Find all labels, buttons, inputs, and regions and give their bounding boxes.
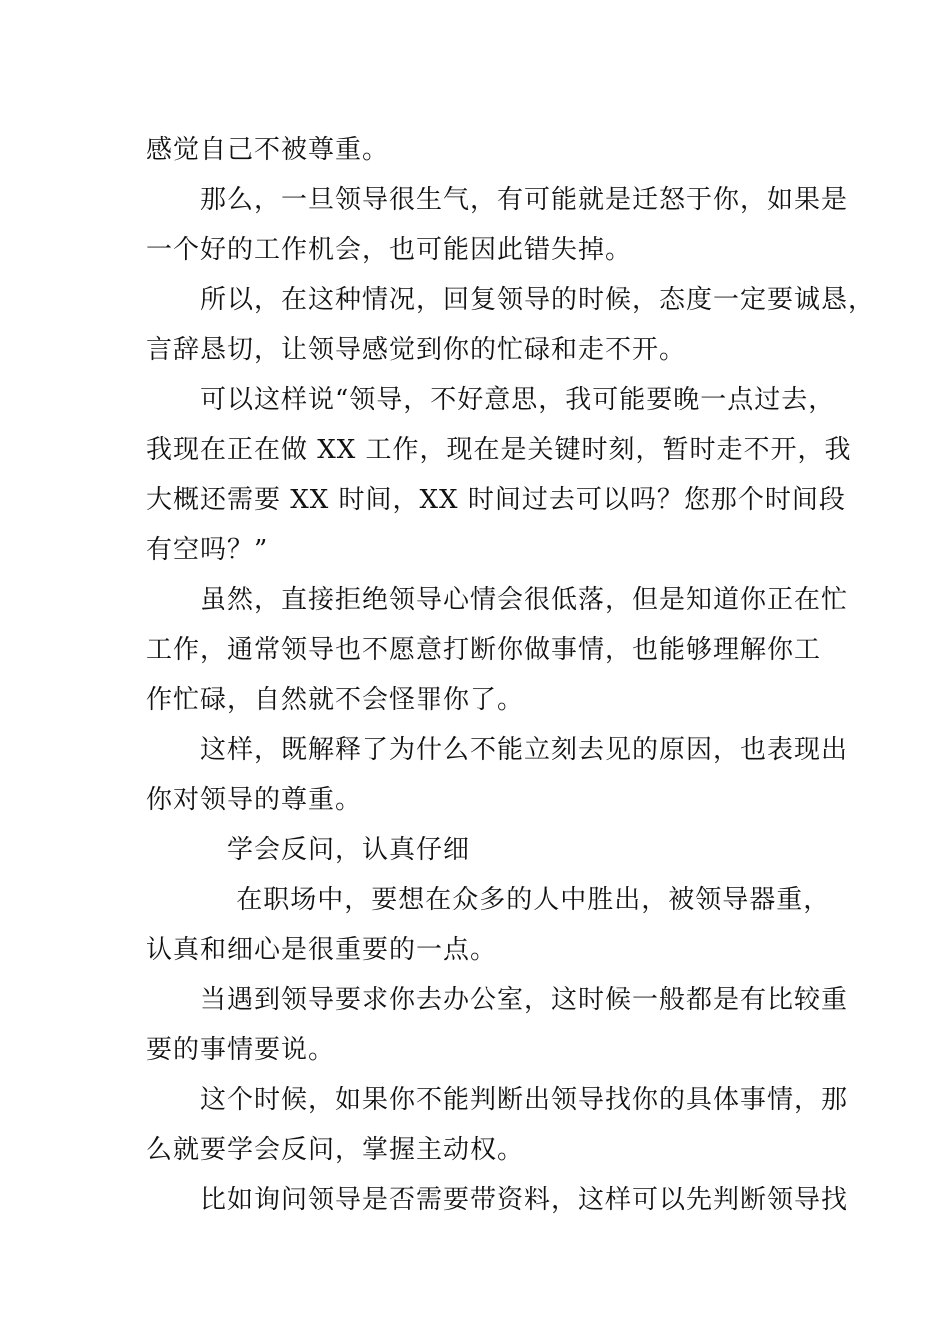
text-line: 在职场中，要想在众多的人中胜出，被领导器重， xyxy=(146,885,831,915)
text-line: 么就要学会反问，掌握主动权。 xyxy=(146,1135,525,1165)
text-line: 大概还需要 XX 时间，XX 时间过去可以吗？您那个时间段 xyxy=(146,485,846,515)
text-line: 虽然，直接拒绝领导心情会很低落，但是知道你正在忙 xyxy=(146,585,849,615)
text-line: 这样，既解释了为什么不能立刻去见的原因，也表现出 xyxy=(146,735,849,765)
text-line: 有空吗？” xyxy=(146,535,269,565)
text-line: 要的事情要说。 xyxy=(146,1035,336,1065)
text-line: 工作，通常领导也不愿意打断你做事情，也能够理解你工 xyxy=(146,635,822,665)
text-line: 你对领导的尊重。 xyxy=(146,785,363,815)
text-line: 比如询问领导是否需要带资料，这样可以先判断领导找 xyxy=(146,1185,849,1215)
text-line: 一个好的工作机会，也可能因此错失掉。 xyxy=(146,235,633,265)
text-line: 认真和细心是很重要的一点。 xyxy=(146,935,498,965)
text-line: 这个时候，如果你不能判断出领导找你的具体事情，那 xyxy=(146,1085,849,1115)
text-line: 作忙碌，自然就不会怪罪你了。 xyxy=(146,685,525,715)
text-line: 那么，一旦领导很生气，有可能就是迁怒于你，如果是 xyxy=(146,185,849,215)
text-line: 所以，在这种情况，回复领导的时候，态度一定要诚恳， xyxy=(146,285,876,315)
text-line: 言辞恳切，让领导感觉到你的忙碌和走不开。 xyxy=(146,335,687,365)
text-line: 感觉自己不被尊重。 xyxy=(146,135,390,165)
text-line: 可以这样说“领导，不好意思，我可能要晚一点过去， xyxy=(146,385,836,415)
text-line: 当遇到领导要求你去办公室，这时候一般都是有比较重 xyxy=(146,985,849,1015)
section-heading: 学会反问，认真仔细 xyxy=(146,835,471,865)
text-line: 我现在正在做 XX 工作，现在是关键时刻，暂时走不开，我 xyxy=(146,435,852,465)
